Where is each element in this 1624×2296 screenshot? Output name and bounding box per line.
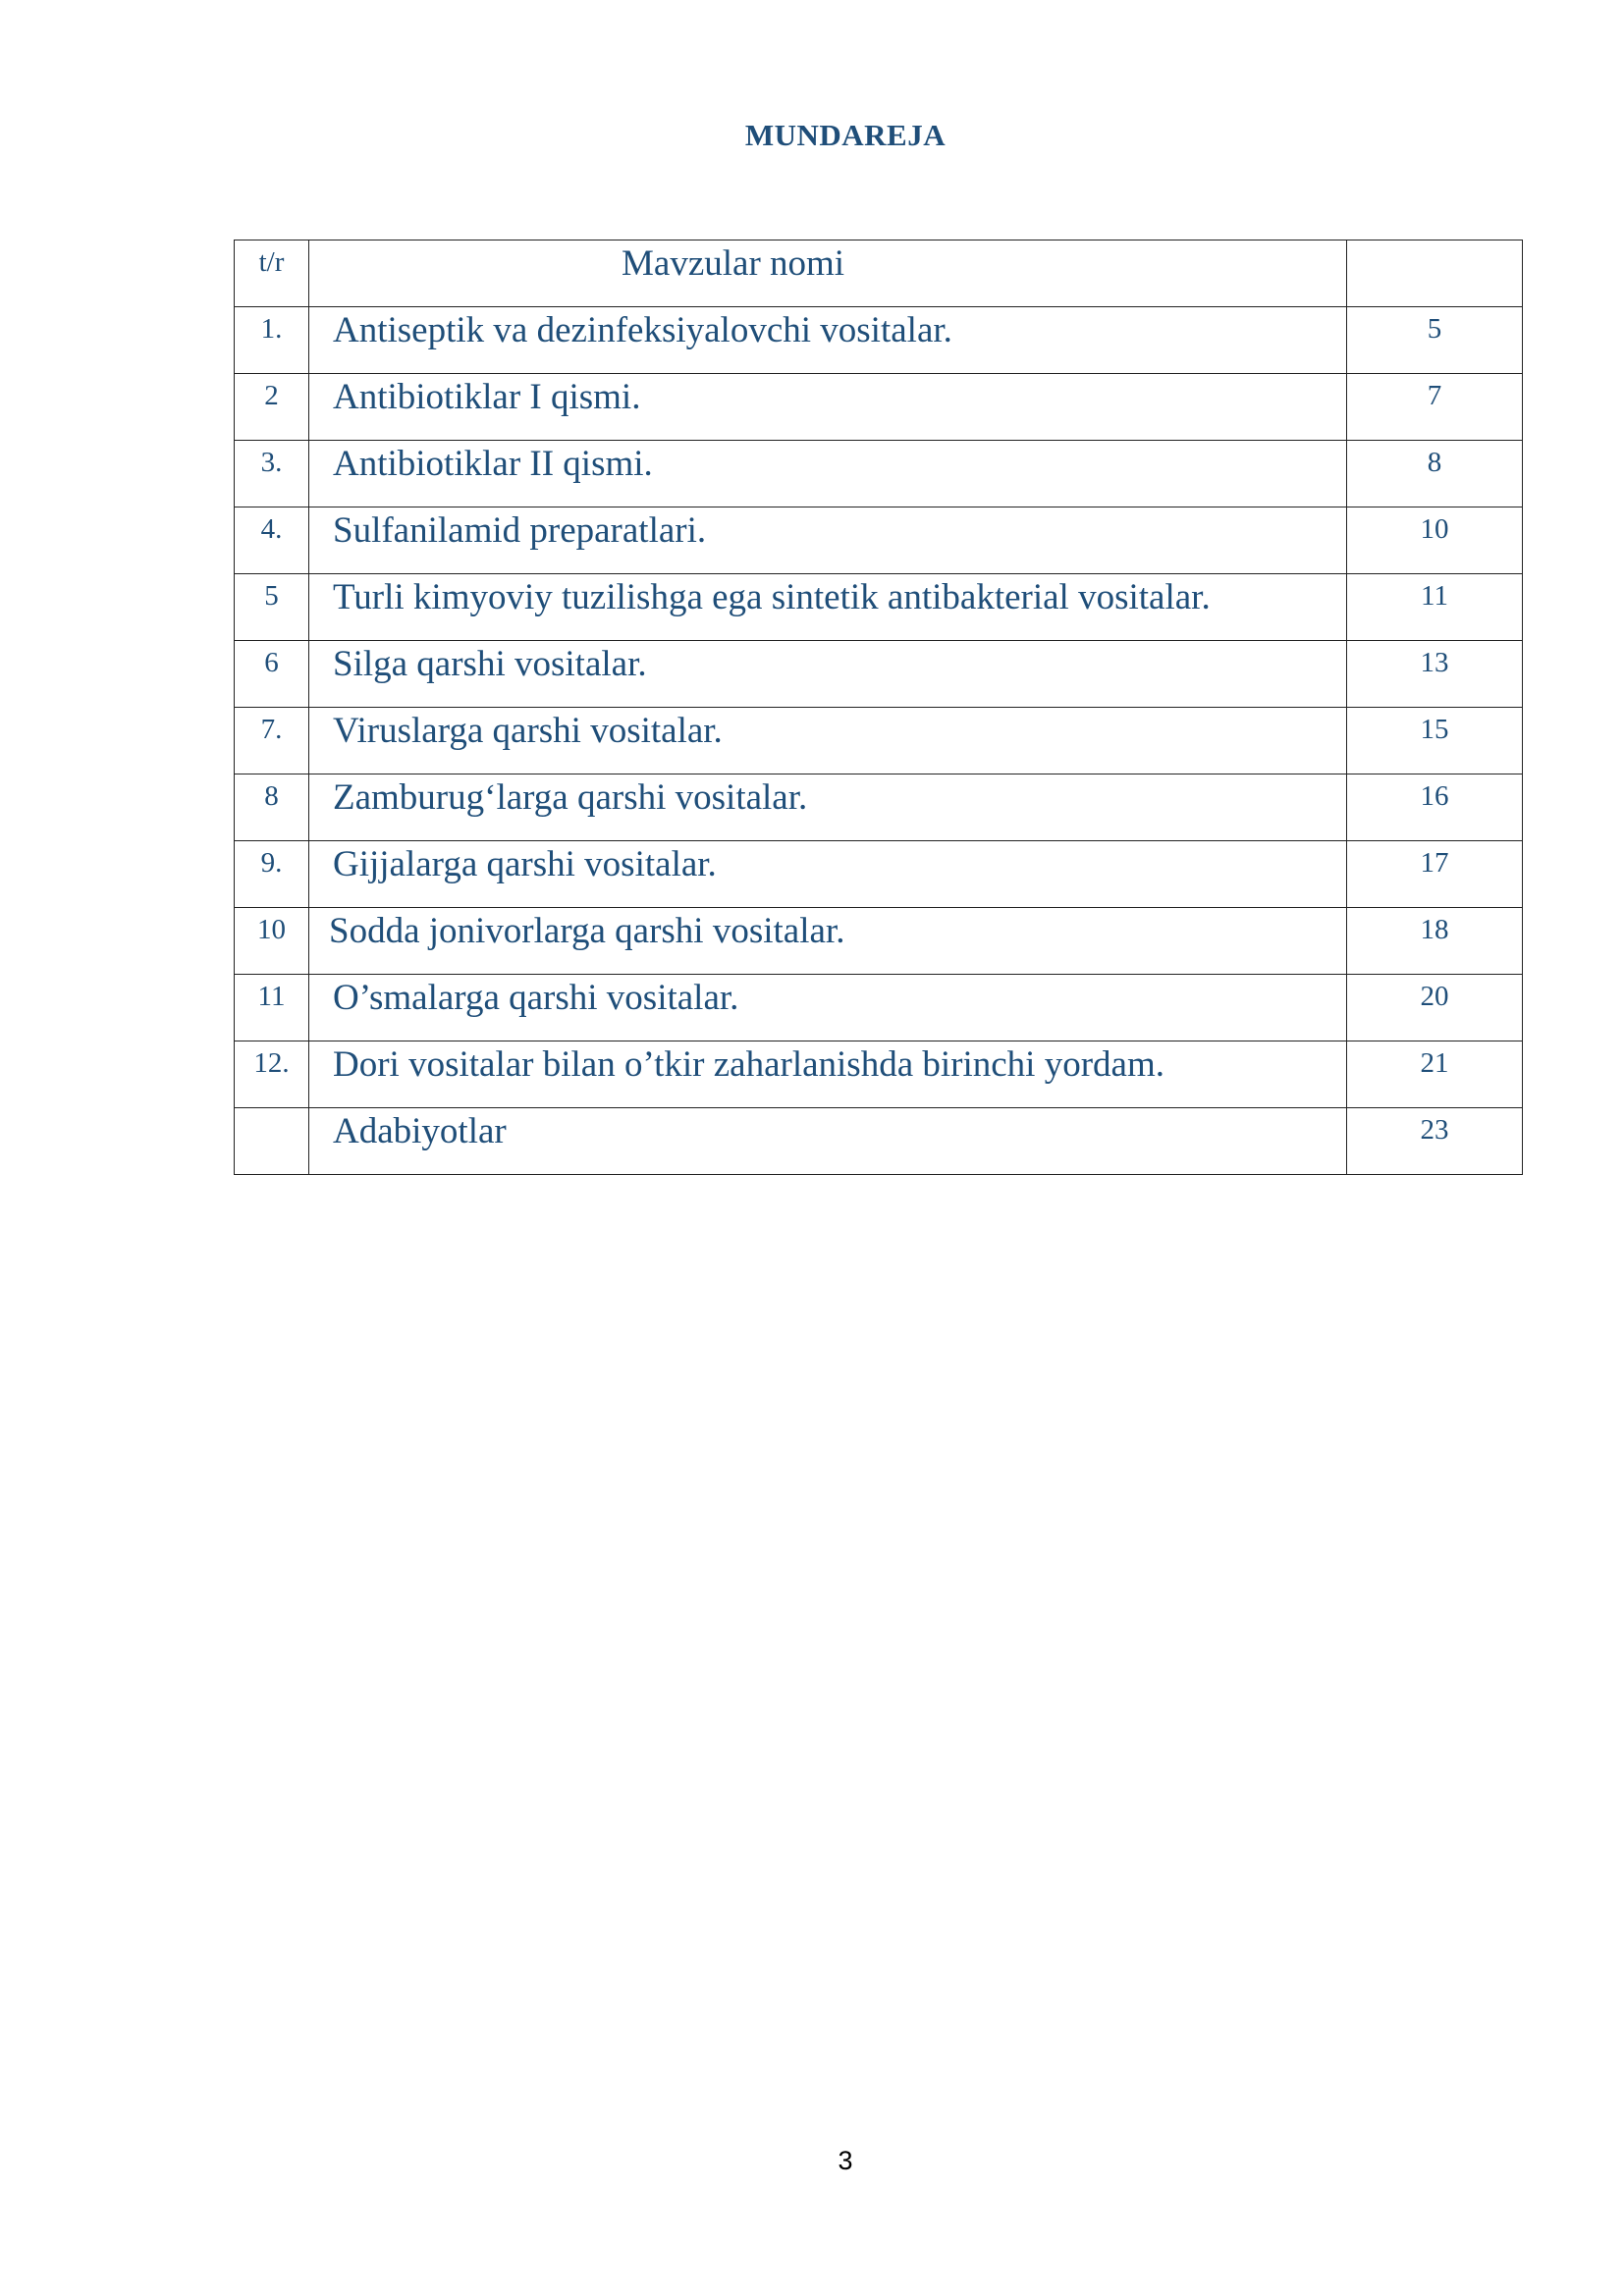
header-cell-topic — [309, 240, 1347, 307]
row-page: 5 — [1427, 313, 1442, 345]
row-num-cell — [235, 641, 309, 708]
header-page-label — [1347, 240, 1522, 246]
row-topic-cell — [309, 841, 1347, 908]
table-row — [235, 641, 1523, 708]
table-row — [235, 1041, 1523, 1108]
row-page: 10 — [1420, 513, 1449, 545]
table-row — [235, 841, 1523, 908]
row-num-cell — [235, 1108, 309, 1175]
row-topic-cell — [309, 507, 1347, 574]
row-page: 23 — [1420, 1114, 1449, 1146]
page-number: 3 — [838, 2146, 853, 2175]
row-topic: Viruslarga qarshi vositalar. — [333, 711, 723, 751]
row-page: 13 — [1420, 647, 1449, 678]
row-topic: Gijjalarga qarshi vositalar. — [333, 844, 717, 884]
row-topic: Turli kimyoviy tuzilishga ega sintetik antibakterial vositalar. — [333, 577, 1211, 617]
row-page-cell — [1347, 908, 1523, 975]
row-page-cell — [1347, 441, 1523, 507]
row-topic: Sulfanilamid preparatlari. — [333, 510, 707, 551]
row-page: 11 — [1421, 580, 1448, 612]
row-topic: Antiseptik va dezinfeksiyalovchi vositalar. — [333, 310, 952, 350]
row-page-cell — [1347, 641, 1523, 708]
table-row — [235, 774, 1523, 841]
table-row — [235, 507, 1523, 574]
row-page: 21 — [1420, 1047, 1449, 1079]
row-topic: Sodda jonivorlarga qarshi vositalar. — [329, 911, 845, 951]
header-num-label: t/r — [258, 246, 285, 278]
row-page-cell — [1347, 507, 1523, 574]
table-row — [235, 908, 1523, 975]
row-num — [235, 1108, 308, 1114]
row-topic: Silga qarshi vositalar. — [333, 644, 647, 684]
header-topic-label: Mavzular nomi — [622, 243, 845, 284]
row-num: 4. — [260, 513, 283, 545]
row-num-cell — [235, 574, 309, 641]
row-num-cell — [235, 374, 309, 441]
row-num: 6 — [264, 647, 279, 678]
row-topic-cell — [309, 708, 1347, 774]
header-cell-page — [1347, 240, 1523, 307]
table-row — [235, 1108, 1523, 1175]
row-topic-cell — [309, 374, 1347, 441]
row-num-cell — [235, 1041, 309, 1108]
table-header-row — [235, 240, 1523, 307]
header-cell-num — [235, 240, 309, 307]
table-row — [235, 574, 1523, 641]
row-page-cell — [1347, 1108, 1523, 1175]
row-topic-cell — [309, 574, 1347, 641]
table-row — [235, 708, 1523, 774]
table-row — [235, 975, 1523, 1041]
row-page: 20 — [1420, 981, 1449, 1012]
row-num-cell — [235, 507, 309, 574]
row-topic: Dori vositalar bilan o’tkir zaharlanishda birinchi yordam. — [333, 1044, 1164, 1085]
row-page-cell — [1347, 574, 1523, 641]
row-num: 10 — [257, 914, 286, 945]
row-topic: Antibiotiklar I qismi. — [333, 377, 641, 417]
row-num-cell — [235, 708, 309, 774]
row-topic-cell — [309, 307, 1347, 374]
row-num: 9. — [260, 847, 283, 879]
row-num: 5 — [264, 580, 279, 612]
row-page-cell — [1347, 1041, 1523, 1108]
row-num: 7. — [260, 714, 283, 745]
table-row — [235, 307, 1523, 374]
row-topic-cell — [309, 1108, 1347, 1175]
page-title: MUNDAREJA — [744, 118, 947, 152]
row-num: 11 — [257, 981, 286, 1012]
row-topic-cell — [309, 774, 1347, 841]
row-topic-cell — [309, 975, 1347, 1041]
row-topic-cell — [309, 641, 1347, 708]
row-num-cell — [235, 307, 309, 374]
row-page-cell — [1347, 374, 1523, 441]
row-num-cell — [235, 774, 309, 841]
row-page-cell — [1347, 975, 1523, 1041]
row-page-cell — [1347, 307, 1523, 374]
row-num: 8 — [264, 780, 279, 812]
row-topic-cell — [309, 1041, 1347, 1108]
row-page: 16 — [1420, 780, 1449, 812]
row-page-cell — [1347, 841, 1523, 908]
table-row — [235, 374, 1523, 441]
row-page: 17 — [1420, 847, 1449, 879]
row-num: 3. — [260, 447, 283, 478]
row-topic: Zamburug‘larga qarshi vositalar. — [333, 777, 808, 818]
row-num-cell — [235, 908, 309, 975]
row-page: 18 — [1420, 914, 1449, 945]
table-row — [235, 441, 1523, 507]
row-page: 8 — [1427, 447, 1442, 478]
row-num: 1. — [260, 313, 283, 345]
row-num: 12. — [253, 1047, 290, 1079]
row-topic: O’smalarga qarshi vositalar. — [333, 978, 739, 1018]
row-num-cell — [235, 441, 309, 507]
row-num-cell — [235, 841, 309, 908]
row-page-cell — [1347, 774, 1523, 841]
row-topic: Antibiotiklar II qismi. — [333, 444, 653, 484]
row-page-cell — [1347, 708, 1523, 774]
row-topic: Adabiyotlar — [333, 1111, 507, 1151]
row-num: 2 — [264, 380, 279, 411]
row-num-cell — [235, 975, 309, 1041]
row-page: 15 — [1420, 714, 1449, 745]
row-topic-cell — [309, 441, 1347, 507]
row-page: 7 — [1427, 380, 1442, 411]
row-topic-cell — [309, 908, 1347, 975]
table-of-contents — [234, 240, 1523, 1175]
